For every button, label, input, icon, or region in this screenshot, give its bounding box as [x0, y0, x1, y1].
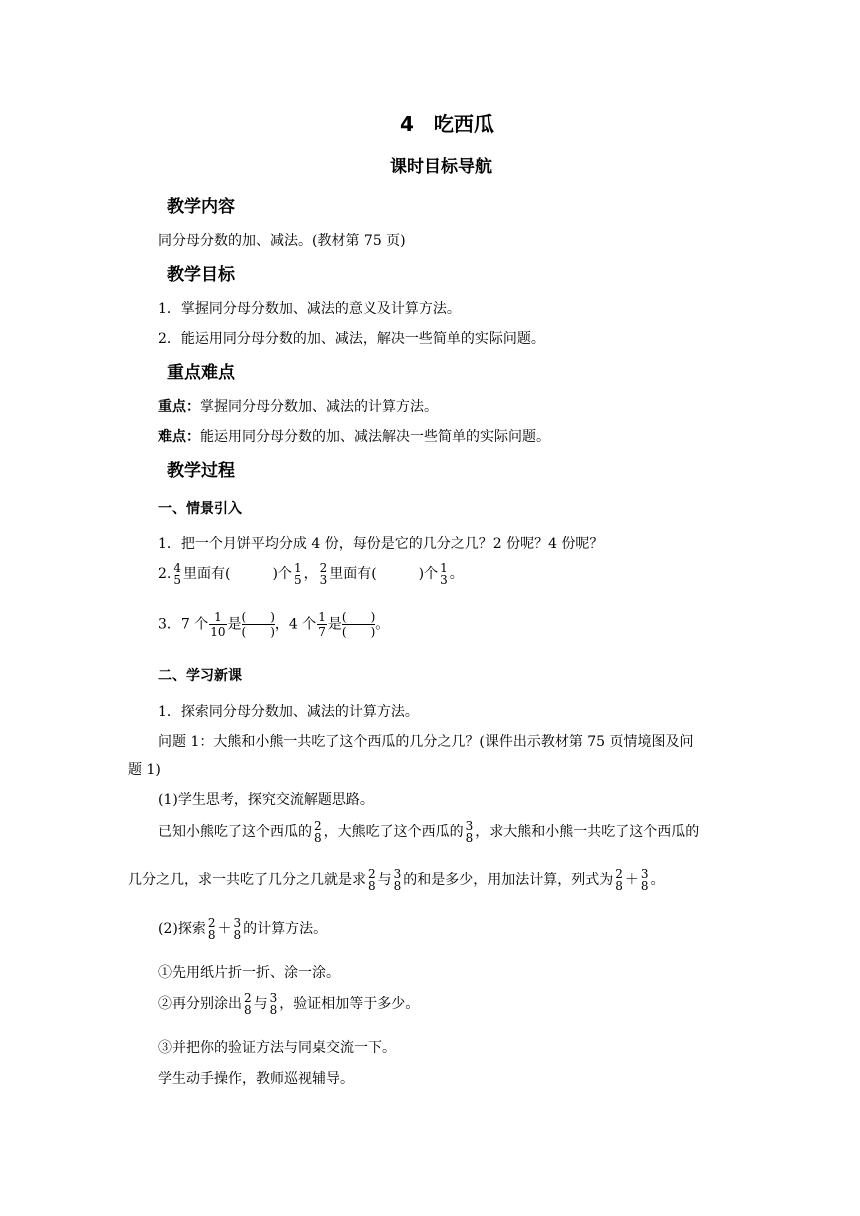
q2-sep: ，	[303, 566, 318, 582]
plus-sign: ＋	[217, 921, 232, 937]
intro-q1: 1．把一个月饼平均分成 4 份，每份是它的几分之几？2 份呢？4 份呢？	[158, 536, 604, 552]
key-label: 重点：	[158, 399, 200, 415]
fraction-two-eighths: 2 8	[368, 867, 376, 893]
newlesson-p5	[128, 868, 665, 892]
q3-is-2: 是	[327, 616, 342, 633]
p4-text-b: ，大熊吃了这个西瓜的	[323, 824, 464, 840]
newlesson-p7: ①先用纸片折一折、涂一涂。	[158, 965, 340, 981]
p8-text-c: ，验证相加等于多少。	[279, 996, 420, 1012]
q2-end: 。	[449, 566, 464, 582]
q3-is: 是	[227, 616, 242, 633]
blank-fraction-2: $\frac{( )}{( )}$	[341, 610, 376, 639]
process-heading: 教学过程	[167, 461, 235, 481]
newlesson-heading: 二、学习新课	[158, 668, 242, 684]
newlesson-p4	[158, 820, 699, 844]
q3-sep: ，4 个	[274, 616, 317, 633]
q3-end: 。	[375, 616, 390, 633]
newlesson-p8	[158, 992, 419, 1016]
hard-text: 能运用同分母分数的加、减法解决一些简单的实际问题。	[200, 429, 550, 445]
fraction-two-eighths: 2 8	[244, 991, 252, 1017]
p8-text-a: ②再分别涂出	[158, 996, 242, 1012]
fraction-two-eighths: 2 8	[314, 819, 322, 845]
newlesson-p9: ③并把你的验证方法与同桌交流一下。	[158, 1040, 396, 1056]
plus-sign: ＋	[624, 872, 639, 888]
p5-text-c: 的和是多少，用加法计算，列式为	[403, 872, 614, 888]
content-text: 同分母分数的加、减法。(教材第 75 页)	[158, 233, 406, 249]
p6-text-a: (2)探索	[158, 921, 206, 937]
newlesson-p3: (1)学生思考，探究交流解题思路。	[158, 792, 374, 808]
newlesson-p10: 学生动手操作，教师巡视辅导。	[158, 1071, 354, 1087]
fraction-one-seventh: $\frac{1}{7}$	[318, 610, 326, 639]
fraction-two-eighths: 2 8	[615, 867, 623, 893]
p5-text-b: 与	[377, 872, 392, 888]
fraction-three-eighths: 3 8	[465, 819, 474, 845]
fraction-one-third: 1 3	[440, 561, 448, 587]
p5-text-a: 几分之几，求一共吃了几分之几就是求	[128, 872, 366, 888]
intro-q3	[158, 611, 389, 638]
p4-text-c: ，求大熊和小熊一共吃了这个西瓜的	[475, 824, 700, 840]
page-subtitle: 课时目标导航	[390, 157, 492, 177]
fraction-one-tenth: $\frac{1}{10}$	[210, 610, 226, 639]
fraction-one-fifth: 1 5	[293, 561, 302, 587]
page-title: 4 吃西瓜	[400, 112, 494, 136]
intro-q2	[158, 562, 464, 586]
intro-heading: 一、情景引入	[158, 501, 242, 517]
newlesson-p6	[158, 917, 327, 941]
goal-1: 1．掌握同分母分数加、减法的意义及计算方法。	[158, 301, 461, 317]
q3-prefix: 3．7 个	[158, 616, 209, 633]
key-point	[158, 396, 438, 416]
keypoints-heading: 重点难点	[167, 363, 235, 383]
q2-prefix: 2.	[158, 566, 172, 582]
p4-text-a: 已知小熊吃了这个西瓜的	[158, 824, 312, 840]
key-text: 掌握同分母分数加、减法的计算方法。	[200, 399, 438, 415]
q2-text-b: 里面有( )个	[329, 566, 439, 582]
hard-point	[158, 426, 550, 446]
fraction-three-eighths: 3 8	[269, 991, 278, 1017]
newlesson-p2-line1: 问题 1：大熊和小熊一共吃了这个西瓜的几分之几？(课件出示教材第 75 页情境图及问	[158, 734, 694, 750]
fraction-three-eighths: 3 8	[640, 867, 649, 893]
newlesson-p1: 1．探索同分母分数加、减法的计算方法。	[158, 704, 419, 720]
q2-text-a: 里面有( )个	[183, 566, 292, 582]
goals-heading: 教学目标	[167, 265, 235, 285]
fraction-three-eighths: 3 8	[393, 867, 402, 893]
fraction-two-eighths: 2 8	[207, 916, 216, 942]
p8-text-b: 与	[253, 996, 268, 1012]
fraction-four-fifths: 4 5	[173, 561, 181, 587]
fraction-three-eighths: 3 8	[233, 916, 242, 942]
newlesson-p2-line2: 题 1)	[128, 762, 161, 778]
content-heading: 教学内容	[167, 197, 235, 217]
p5-end: 。	[650, 872, 665, 888]
p6-text-b: 的计算方法。	[243, 921, 328, 937]
hard-label: 难点：	[158, 429, 200, 445]
goal-2: 2．能运用同分母分数的加、减法，解决一些简单的实际问题。	[158, 331, 545, 347]
fraction-two-thirds: 2 3	[319, 561, 328, 587]
blank-fraction-1: $\frac{( )}{( )}$	[241, 610, 275, 639]
